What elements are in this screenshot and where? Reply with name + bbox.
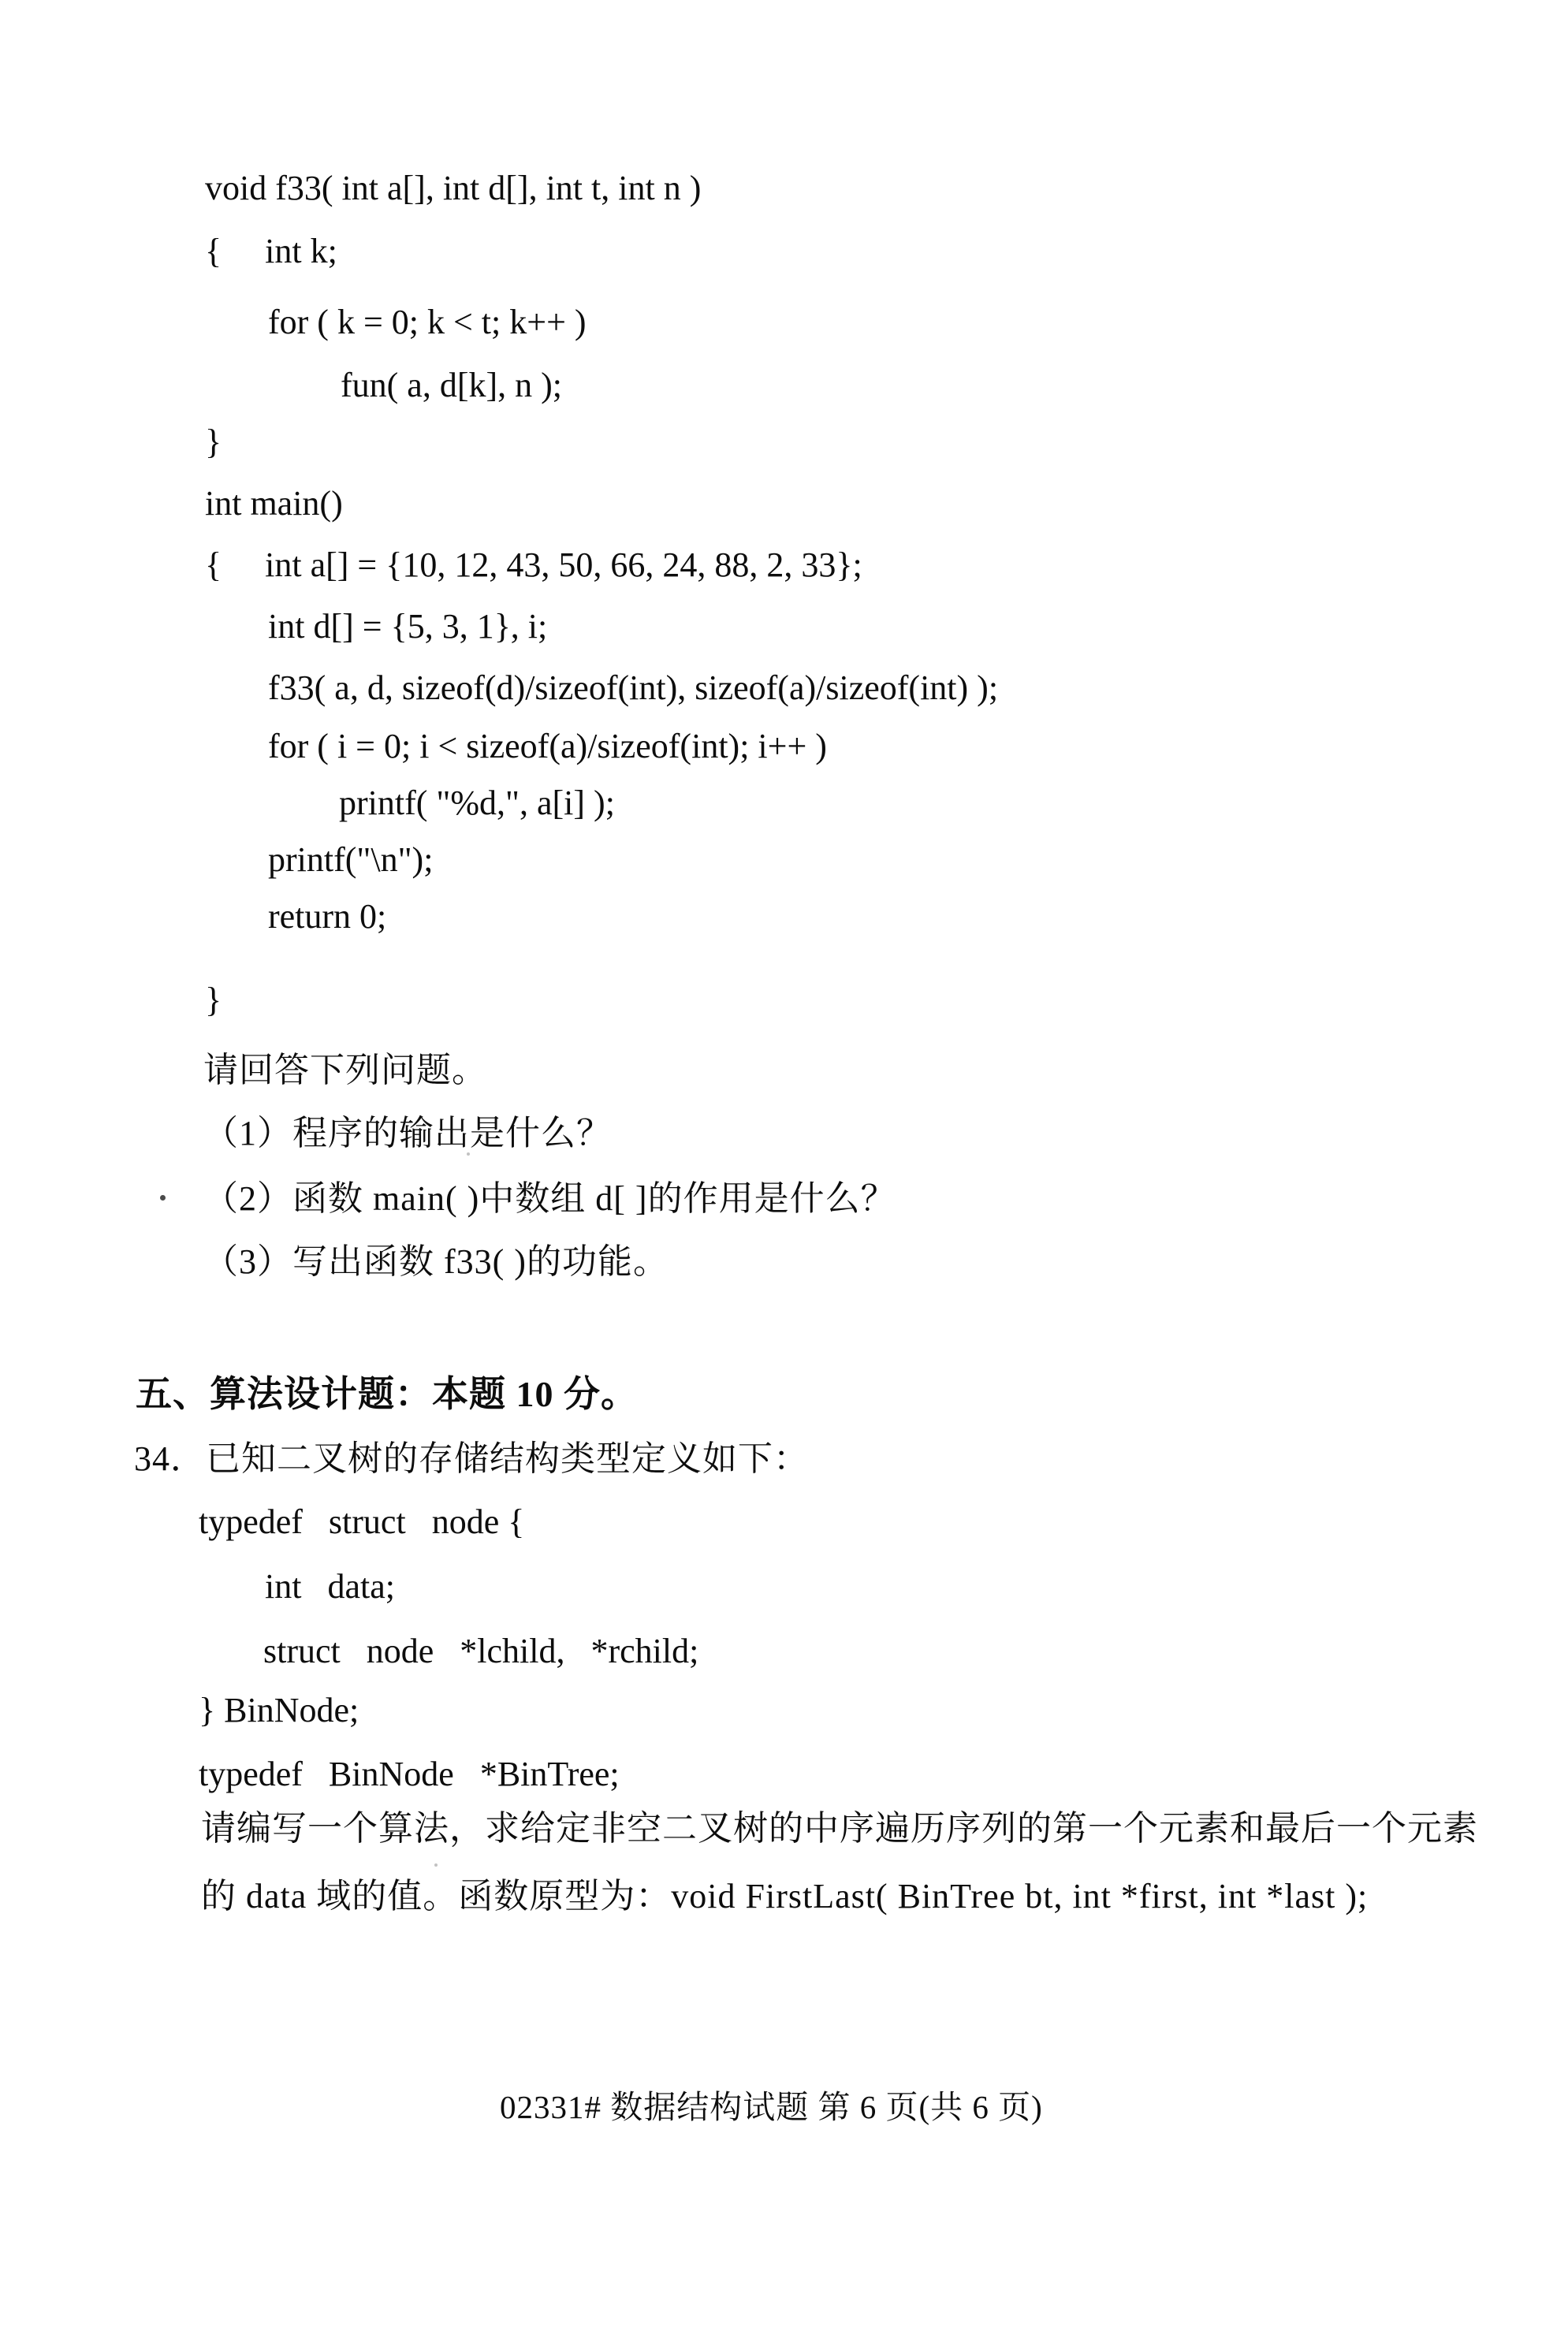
code-line-typedef-struct: typedef struct node {: [199, 1502, 525, 1541]
code-line-f33-close-brace: }: [205, 423, 222, 461]
scan-speck: [160, 1195, 166, 1201]
q34-lead: 34．已知二叉树的存储结构类型定义如下：: [134, 1439, 809, 1478]
section5-heading: 五、算法设计题：本题 10 分。: [136, 1374, 638, 1414]
code-line-int-d: int d[] = {5, 3, 1}, i;: [268, 607, 548, 646]
scan-speck: [467, 1152, 470, 1156]
q33-subquestion-3: （3）写出函数 f33( )的功能。: [203, 1242, 669, 1281]
code-line-f33-call: f33( a, d, sizeof(d)/sizeof(int), sizeof(a)/sizeof(int) );: [268, 668, 999, 707]
scan-speck: [434, 1863, 438, 1867]
code-line-f33-signature: void f33( int a[], int d[], int t, int n ): [205, 169, 702, 207]
code-line-binnode: } BinNode;: [199, 1691, 359, 1729]
code-line-struct-children: struct node *lchild, *rchild;: [263, 1632, 699, 1670]
q33-subquestion-2: （2）函数 main( )中数组 d[ ]的作用是什么？: [203, 1179, 896, 1218]
page-footer: 02331# 数据结构试题 第 6 页(共 6 页): [500, 2089, 1043, 2125]
code-line-main-open-brace: { int a[] = {10, 12, 43, 50, 66, 24, 88, 2, 33};: [205, 545, 862, 584]
q34-body-line-1: 请编写一个算法，求给定非空二叉树的中序遍历序列的第一个元素和最后一个元素: [201, 1809, 1478, 1848]
q33-subquestion-1: （1）程序的输出是什么？: [203, 1114, 612, 1152]
code-line-for-k: for ( k = 0; k < t; k++ ): [268, 303, 587, 341]
code-line-return: return 0;: [268, 897, 387, 936]
code-line-for-i: for ( i = 0; i < sizeof(a)/sizeof(int); i++ ): [268, 727, 827, 765]
code-line-f33-open-brace: { int k;: [205, 232, 337, 270]
code-line-fun-call: fun( a, d[k], n );: [341, 366, 563, 404]
code-line-printf-newline: printf("\n");: [268, 840, 434, 879]
code-line-main-close-brace: }: [205, 981, 222, 1019]
code-line-bintree: typedef BinNode *BinTree;: [199, 1755, 620, 1793]
code-line-int-data: int data;: [265, 1567, 395, 1606]
code-line-main-signature: int main(): [205, 484, 343, 523]
code-line-printf-d: printf( "%d,", a[i] );: [339, 784, 615, 822]
q34-body-line-2: 的 data 域的值。函数原型为：void FirstLast( BinTree bt, int *first, int *last );: [201, 1877, 1369, 1915]
q33-prompt: 请回答下列问题。: [203, 1051, 487, 1089]
